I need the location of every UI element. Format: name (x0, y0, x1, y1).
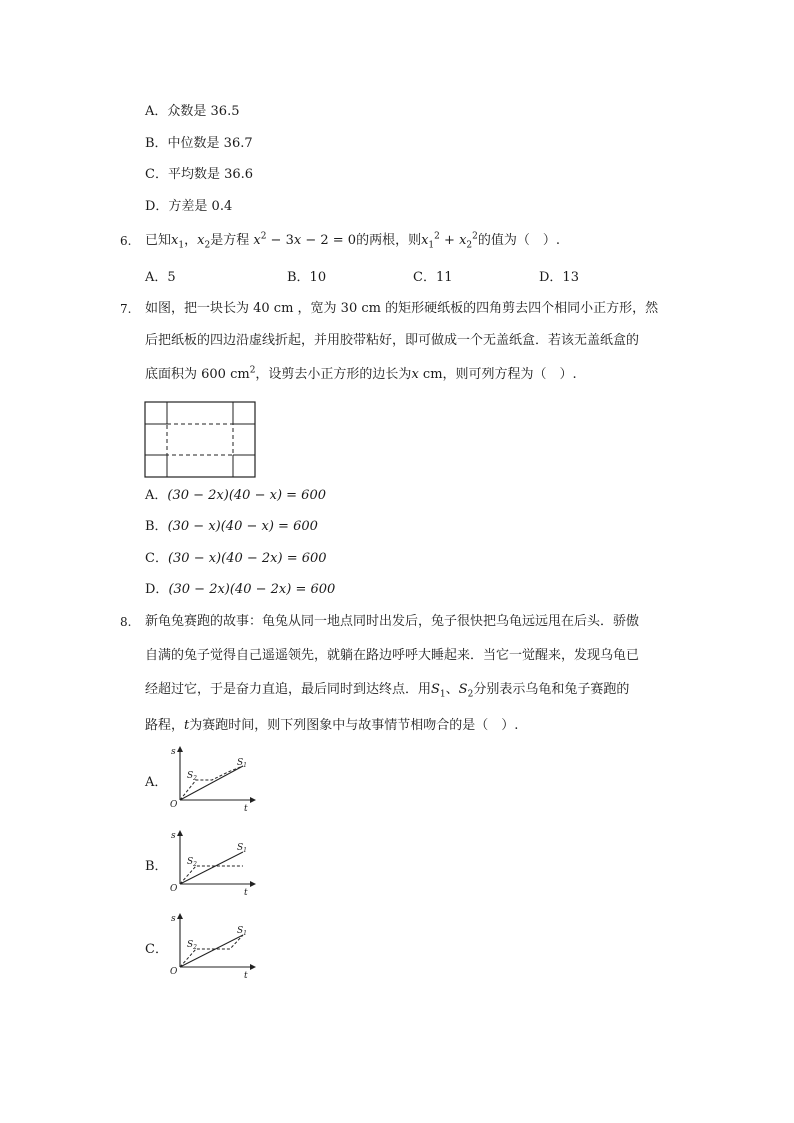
axis-t-label: t (244, 971, 248, 979)
s1-label: $S_1$ (237, 758, 247, 769)
q8-graph-a (168, 744, 256, 812)
q7-option-b: B．(30 − x)(40 − x) = 600 (145, 519, 318, 534)
q8-graph-b (168, 828, 256, 896)
q6-option-d: D．13 (539, 270, 579, 285)
origin-label: O (170, 967, 178, 977)
cardboard-figure (144, 401, 257, 479)
q5-option-c: C．平均数是 36.6 (145, 167, 254, 182)
q7-option-c: C．(30 − x)(40 − 2x) = 600 (145, 551, 327, 566)
q8-option-a-label: A． (145, 775, 168, 790)
axis-s-label: s (171, 747, 176, 757)
q8-number: 8. (120, 615, 132, 629)
axis-s-label: s (171, 914, 176, 924)
q8-line-4: 路程，t为赛跑时间，则下列图象中与故事情节相吻合的是（ ）. (145, 718, 519, 733)
s2-label: $S_2$ (187, 857, 197, 868)
q7-line-3: 底面积为 600 $cm^2$，设剪去小正方形的边长为x cm，则可列方程为（ ）. (145, 365, 577, 382)
axis-s-label: s (171, 831, 176, 841)
q8-line-1: 新龟兔赛跑的故事：龟兔从同一地点同时出发后，兔子很快把乌龟远远甩在后头．骄傲 (145, 614, 640, 629)
q8-line-3: 经超过它，于是奋力直追，最后同时到达终点．用$S_1$、$S_2$分别表示乌龟和兔子赛跑的 (145, 682, 630, 700)
q8-option-c-label: C． (145, 942, 168, 957)
q6-option-a: A．5 (145, 270, 176, 285)
q7-option-a: A．(30 − 2x)(40 − x) = 600 (145, 488, 326, 503)
q6-option-b: B．10 (287, 270, 327, 285)
q8-line-2: 自满的兔子觉得自己遥遥领先，就躺在路边呼呼大睡起来．当它一觉醒来，发现乌龟已 (145, 648, 640, 663)
q6-stem: 已知$x_1$，$x_2$是方程 $x^2 - 3x - 2 = 0$的两根，则$x_1^2 + x_2^2$的值为（ ）. (145, 231, 561, 251)
s2-label: $S_2$ (187, 771, 197, 782)
origin-label: O (170, 884, 178, 894)
q5-option-b: B．中位数是 36.7 (145, 136, 253, 151)
axis-t-label: t (244, 804, 248, 812)
s2-label: $S_2$ (187, 940, 197, 951)
axis-t-label: t (244, 888, 248, 896)
q8-option-b-label: B． (145, 859, 168, 874)
origin-label: O (170, 800, 178, 810)
q7-number: 7. (120, 302, 132, 316)
s1-label: $S_1$ (237, 926, 247, 937)
q6-option-c: C．11 (413, 270, 453, 285)
q7-line-1: 如图，把一块长为 40 cm ，宽为 30 cm 的矩形硬纸板的四角剪去四个相同小正方形，然 (145, 301, 659, 316)
q7-option-d: D．(30 − 2x)(40 − 2x) = 600 (145, 582, 336, 597)
q7-line-2: 后把纸板的四边沿虚线折起，并用胶带粘好，即可做成一个无盖纸盒．若该无盖纸盒的 (145, 333, 640, 348)
q5-option-d: D．方差是 0.4 (145, 199, 233, 214)
s1-label: $S_1$ (237, 843, 247, 854)
q8-graph-c (168, 911, 256, 979)
q5-option-a: A．众数是 36.5 (145, 104, 240, 119)
q6-number: 6. (120, 234, 132, 248)
